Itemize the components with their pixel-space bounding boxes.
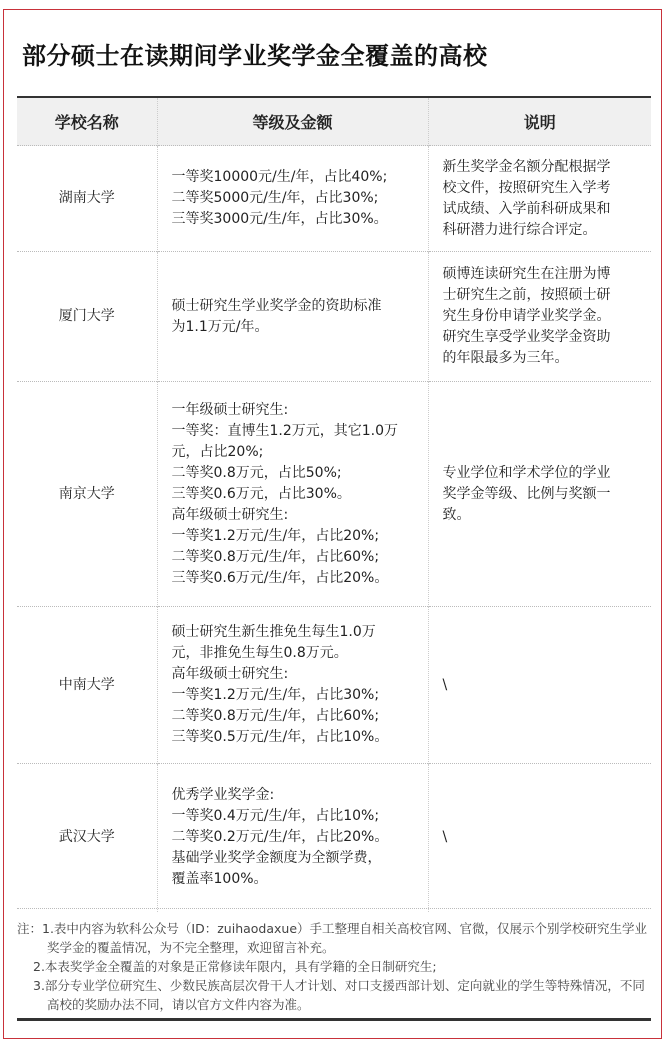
note-line: 的年限最多为三年。 <box>442 350 569 366</box>
amount-cell <box>157 252 428 382</box>
note-cell <box>428 252 651 382</box>
amount-line: 元，非推免生每生0.8万元。 <box>171 645 348 661</box>
amount-line: 三等奖0.5万元/生/年，占比10%。 <box>171 729 389 745</box>
amount-line: 二等奖5000元/生/年，占比30%; <box>171 190 379 206</box>
table-row <box>17 764 651 912</box>
footnote-3: 3.部分专业学位研究生、少数民族高层次骨干人才计划、对口支援西部计划、定向就业的学生等特殊情况，不同高校的奖励办法不同，请以官方文件内容为准。 <box>33 978 645 1012</box>
amount-line: 三等奖0.6万元，占比30%。 <box>171 485 351 502</box>
header-note: 说明 <box>428 97 651 146</box>
bottom-rule <box>17 1018 651 1021</box>
amount-line: 元，占比20%; <box>171 443 264 460</box>
amount-line: 基础学业奖学金额度为全额学费， <box>171 850 382 867</box>
amount-line: 一等奖1.2万元/生/年，占比20%; <box>171 527 380 544</box>
note-line: 致。 <box>442 506 471 523</box>
amount-cell <box>157 764 428 912</box>
amount-line: 一等奖：直博生1.2万元，其它1.0万 <box>171 422 399 439</box>
amount-line: 高年级硕士研究生: <box>171 666 289 682</box>
amount-line: 二等奖0.8万元，占比50%; <box>171 464 342 481</box>
school-name: 湖南大学 <box>17 146 157 252</box>
page-title: 部分硕士在读期间学业奖学金全覆盖的高校 <box>22 42 488 70</box>
amount-line: 一等奖10000元/生/年，占比40%; <box>171 169 388 185</box>
note-line: 研究生享受学业奖学金资助 <box>442 329 611 345</box>
table-header-row <box>17 97 651 146</box>
header-school: 学校名称 <box>17 97 157 146</box>
amount-line: 硕士研究生学业奖学金的资助标准 <box>171 297 382 314</box>
table-row <box>17 146 651 252</box>
amount-line: 三等奖0.6万元/生/年，占比20%。 <box>171 569 389 586</box>
amount-line: 一年级硕士研究生: <box>171 401 289 418</box>
amount-line: 硕士研究生新生推免生每生1.0万 <box>171 624 376 640</box>
amount-line: 三等奖3000元/生/年，占比30%。 <box>171 211 388 227</box>
scholarship-table <box>17 96 651 912</box>
note-line: 试成绩、入学前科研成果和 <box>442 200 611 217</box>
note-line: 硕博连读研究生在注册为博 <box>442 266 611 282</box>
school-name: 厦门大学 <box>17 252 157 382</box>
table-row <box>17 252 651 382</box>
header-amount: 等级及金额 <box>157 97 428 146</box>
note-line: 校文件，按照研究生入学考 <box>442 179 611 196</box>
amount-cell <box>157 607 428 764</box>
note-line: \ <box>442 829 448 846</box>
amount-line: 优秀学业奖学金: <box>171 787 275 804</box>
note-cell <box>428 146 651 252</box>
note-line: 奖学金等级、比例与奖额一 <box>442 485 611 502</box>
note-line: 士研究生之前，按照硕士研 <box>442 287 611 303</box>
school-name: 武汉大学 <box>17 764 157 912</box>
note-line: 专业学位和学术学位的学业 <box>442 464 611 481</box>
amount-line: 为1.1万元/年。 <box>171 318 269 335</box>
note-line: 新生奖学金名额分配根据学 <box>442 158 611 175</box>
amount-line: 二等奖0.2万元/生/年，占比20%。 <box>171 829 389 846</box>
amount-cell <box>157 146 428 252</box>
table-row <box>17 607 651 764</box>
amount-line: 覆盖率100%。 <box>171 871 268 888</box>
note-cell <box>428 382 651 607</box>
amount-line: 二等奖0.8万元/生/年，占比60%; <box>171 548 380 565</box>
amount-line: 一等奖1.2万元/生/年，占比30%; <box>171 687 380 703</box>
note-line: 究生身份申请学业奖学金。 <box>442 308 611 324</box>
footnote-1: 注：1.表中内容为软科公众号（ID：zuihaodaxue）手工整理自相关高校官网、官微，仅展示个别学校研究生学业奖学金的覆盖情况，为不完全整理，欢迎留言补充。 <box>17 921 648 955</box>
amount-line: 一等奖0.4万元/生/年，占比10%; <box>171 808 380 825</box>
footnote-2: 2.本表奖学金全覆盖的对象是正常修读年限内，具有学籍的全日制研究生; <box>33 959 437 974</box>
school-name: 南京大学 <box>17 382 157 607</box>
note-line: 科研潜力进行综合评定。 <box>442 221 597 238</box>
amount-cell <box>157 382 428 607</box>
amount-line: 二等奖0.8万元/生/年，占比60%; <box>171 708 380 724</box>
note-line: \ <box>442 676 448 693</box>
amount-line: 高年级硕士研究生: <box>171 506 289 523</box>
school-name: 中南大学 <box>17 607 157 764</box>
footnotes <box>17 908 651 1014</box>
note-cell <box>428 607 651 764</box>
note-cell <box>428 764 651 912</box>
table-row <box>17 382 651 607</box>
